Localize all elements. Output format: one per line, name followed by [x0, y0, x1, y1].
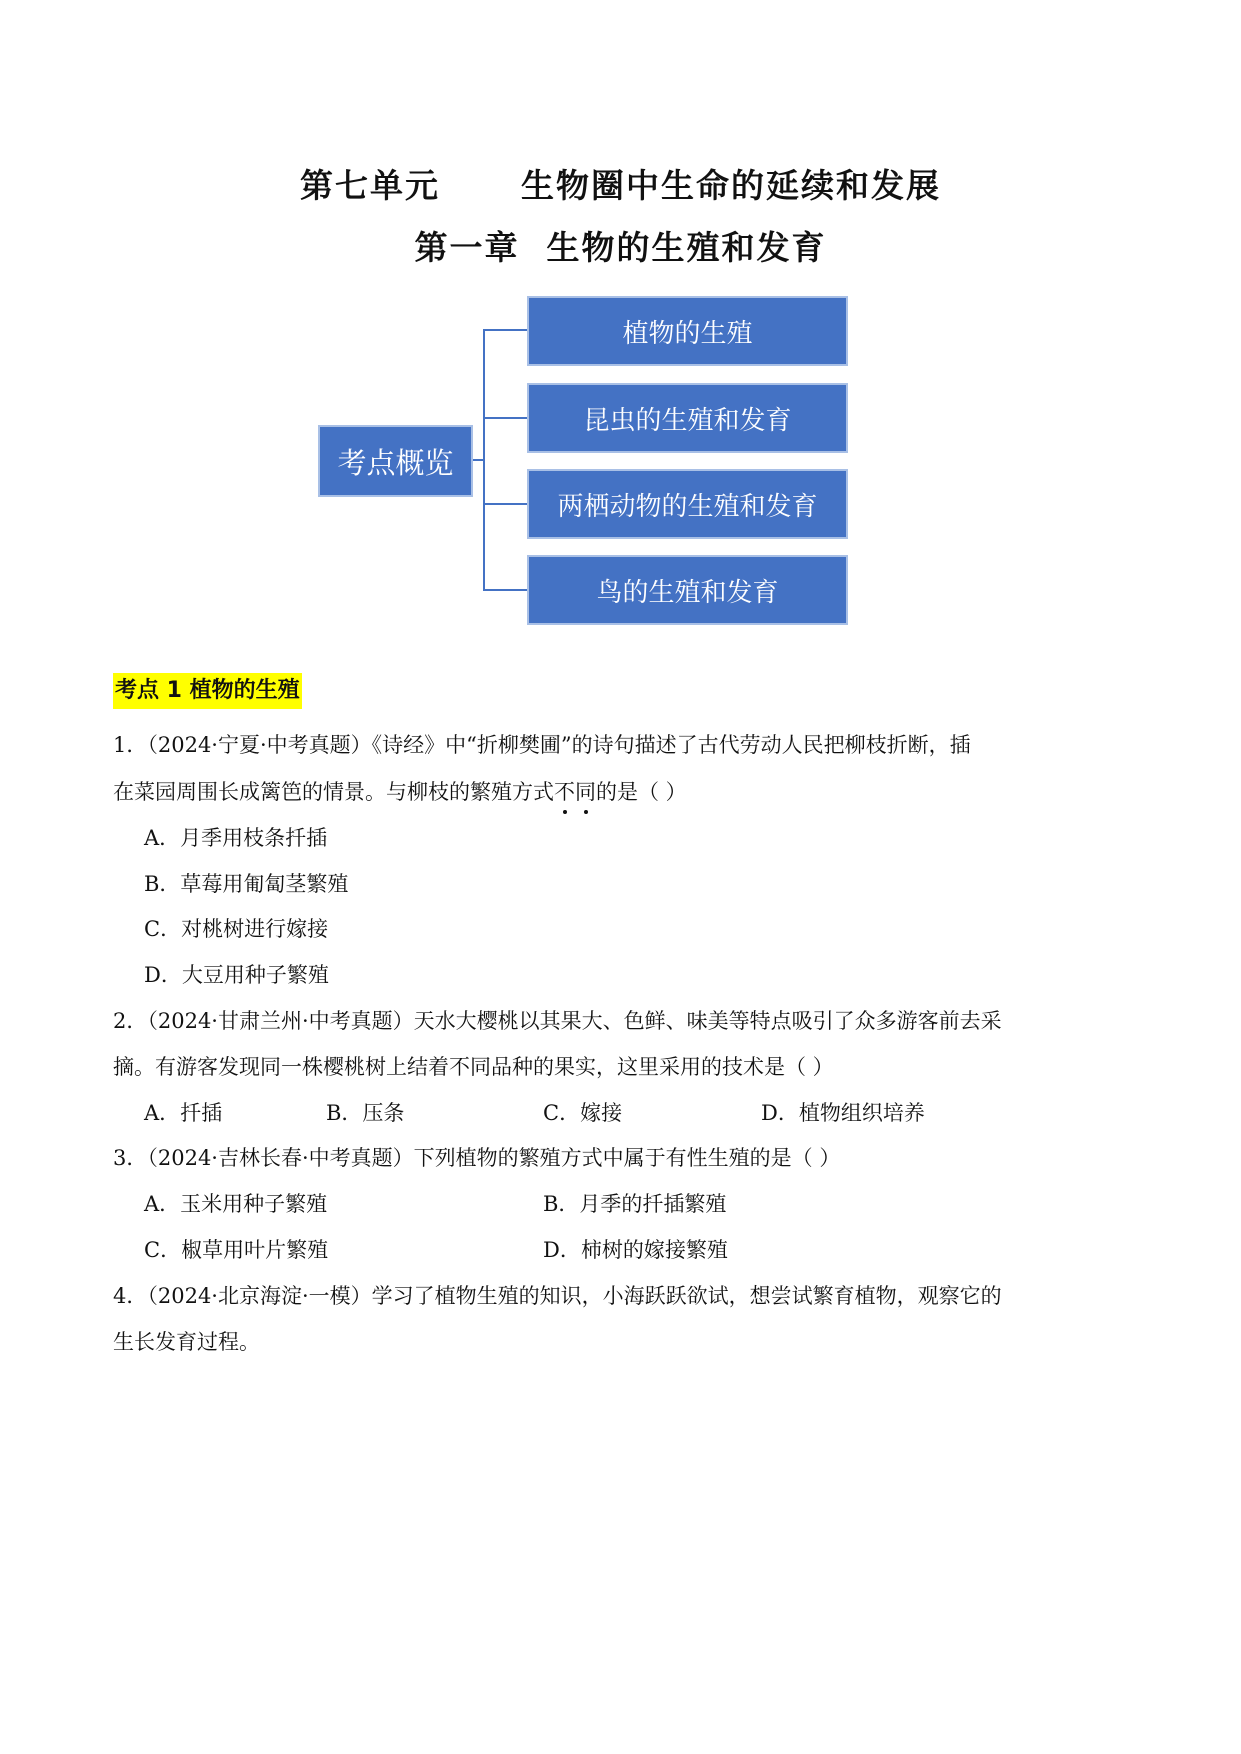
question-1-line-2 [113, 777, 687, 807]
connector-branch-1 [483, 329, 527, 331]
connector-branch-2 [483, 417, 527, 419]
unit-title: 第七单元 生物圈中生命的延续和发展 [300, 166, 941, 205]
question-4-line-1: 4．（2024·北京海淀·一模）学习了植物生殖的知识，小海跃跃欲试，想尝试繁育植物，观察它的 [113, 1284, 1002, 1308]
question-1-option-c: C．对桃树进行嫁接 [144, 917, 329, 941]
emphasis-char-2: 同 [575, 777, 596, 807]
question-3-option-b: B．月季的扦插繁殖 [543, 1192, 727, 1216]
question-2-option-a: A．扦插 [144, 1101, 223, 1125]
section-heading: 考点 1 植物的生殖 [113, 673, 302, 709]
overview-root-box: 考点概览 [318, 425, 473, 497]
question-1-line-2-end: 的是（ ） [596, 780, 687, 804]
question-1-option-a: A．月季用枝条扦插 [144, 826, 328, 850]
overview-item-amphibian-reproduction: 两栖动物的生殖和发育 [527, 469, 848, 539]
overview-item-plant-reproduction: 植物的生殖 [527, 296, 848, 366]
question-1-line-1: 1．（2024·宁夏·中考真题）《诗经》中“折柳樊圃”的诗句描述了古代劳动人民把柳枝折断，插 [113, 733, 971, 757]
question-3-line-1: 3．（2024·吉林长春·中考真题）下列植物的繁殖方式中属于有性生殖的是（ ） [113, 1146, 841, 1170]
question-2-option-d: D．植物组织培养 [761, 1101, 925, 1125]
question-2-line-2: 摘。有游客发现同一株樱桃树上结着不同品种的果实，这里采用的技术是（ ） [113, 1055, 834, 1079]
connector-branch-4 [483, 589, 527, 591]
question-3-option-a: A．玉米用种子繁殖 [144, 1192, 328, 1216]
emphasis-char-1: 不 [554, 777, 575, 807]
question-1-option-b: B．草莓用匍匐茎繁殖 [144, 872, 349, 896]
question-2-line-1: 2．（2024·甘肃兰州·中考真题）天水大樱桃以其果大、色鲜、味美等特点吸引了众多游客前去采 [113, 1009, 1002, 1033]
question-1-line-2-start: 在菜园周围长成篱笆的情景。与柳枝的繁殖方式 [113, 780, 554, 804]
question-3-option-c: C．椒草用叶片繁殖 [144, 1238, 329, 1262]
question-2-option-c: C．嫁接 [543, 1101, 623, 1125]
connector-branch-3 [483, 503, 527, 505]
question-2-option-b: B．压条 [326, 1101, 405, 1125]
overview-item-bird-reproduction: 鸟的生殖和发育 [527, 555, 848, 625]
chapter-title: 第一章 生物的生殖和发育 [414, 228, 827, 267]
question-1-option-d: D．大豆用种子繁殖 [144, 963, 329, 987]
connector-trunk [483, 330, 485, 590]
overview-item-insect-reproduction: 昆虫的生殖和发育 [527, 383, 848, 453]
question-4-line-2: 生长发育过程。 [113, 1330, 260, 1354]
question-3-option-d: D．柿树的嫁接繁殖 [543, 1238, 728, 1262]
